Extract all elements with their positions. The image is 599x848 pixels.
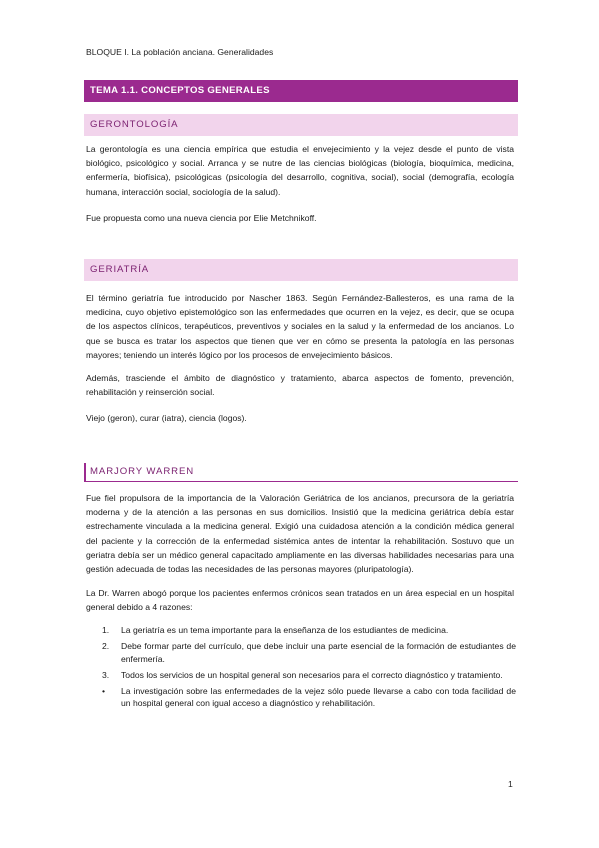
list-item-text: Todos los servicios de un hospital general son necesarios para el correcto diagnóstico y tratamiento. xyxy=(121,669,503,680)
section-heading-geriatria: GERIATRÍA xyxy=(84,259,518,281)
reasons-list xyxy=(86,624,516,713)
list-bullet: • xyxy=(102,685,106,696)
list-item xyxy=(86,685,516,710)
list-marker: 2. xyxy=(102,641,110,651)
list-item-text: Debe formar parte del currículo, que debe incluir una parte esencial de la formación de estudiantes de enfermería. xyxy=(121,641,516,664)
geriatria-paragraph-3: Viejo (geron), curar (iatra), ciencia (logos). xyxy=(86,413,247,423)
list-item xyxy=(86,624,516,637)
list-item-text: La investigación sobre las enfermedades de la vejez sólo puede llevarse a cabo con toda facilidad de un hospital general con igual acceso a diagnóstico y rehabilitación. xyxy=(121,685,516,708)
warren-paragraph-1: Fue fiel propulsora de la importancia de la Valoración Geriátrica de los ancianos, precursora de la geriatría moderna y de la atención a las personas en sus domicilios. Insistió que la medicina geriátrica debía estar estrechamente vinculada a la medicina general. Exigió una cuidadosa atención a la condición médica general del paciente y la corrección de la enfermedad sistémica antes de intentar la rehabilitación. Sostuvo que un geriatra debía ser un médico general capacitado ampliamente en las diversas habilidades necesarias para una gestión adecuada de todas las necesidades de las personas mayores (pluripatología). xyxy=(86,493,514,575)
page-number: 1 xyxy=(508,779,513,789)
gerontologia-paragraph-1: La gerontología es una ciencia empírica que estudia el envejecimiento y la vejez desde el punto de vista biológico, psicológico y social. Arranca y se nutre de las ciencias biológicas (biología, bioquímica, medicina, enfermería, biofísica), psicológicas (psicología del desarrollo, cognitiva, social), social (demografía, ecología humana, interacción social, sociología de la salud). xyxy=(86,144,514,197)
list-item xyxy=(86,640,516,665)
geriatria-paragraph-2: Además, trasciende el ámbito de diagnóstico y tratamiento, abarca aspectos de fomento, prevención, rehabilitación y reinserción social. xyxy=(86,373,514,398)
geriatria-paragraph-1: El término geriatría fue introducido por Nascher 1863. Según Fernández-Ballesteros, es una rama de la medicina, cuyo objetivo epistemológico son las enfermedades que ocurren en la vejez, es decir, que se ocupa de los aspectos clínicos, terapéuticos, preventivos y sociales en la salud y la enfermedad de los ancianos. Lo que se busca es tratar los aspectos que tienen que ver en cómo se presenta la patología en las personas mayores; teniendo un interés lógico por los procesos de envejecimiento básicos. xyxy=(86,293,514,360)
list-item xyxy=(86,669,516,682)
chapter-title: TEMA 1.1. CONCEPTOS GENERALES xyxy=(84,80,518,102)
list-marker: 1. xyxy=(102,625,110,635)
gerontologia-paragraph-2: Fue propuesta como una nueva ciencia por Elie Metchnikoff. xyxy=(86,213,317,223)
warren-paragraph-2: La Dr. Warren abogó porque los pacientes enfermos crónicos sean tratados en un área especial en un hospital general debido a 4 razones: xyxy=(86,588,514,613)
list-marker: 3. xyxy=(102,669,110,680)
list-item-text: La geriatría es un tema importante para la enseñanza de los estudiantes de medicina. xyxy=(121,625,449,635)
section-heading-marjory-warren: MARJORY WARREN xyxy=(84,463,518,482)
section-heading-gerontologia: GERONTOLOGÍA xyxy=(84,114,518,136)
running-header: BLOQUE I. La población anciana. Generalidades xyxy=(86,47,274,57)
